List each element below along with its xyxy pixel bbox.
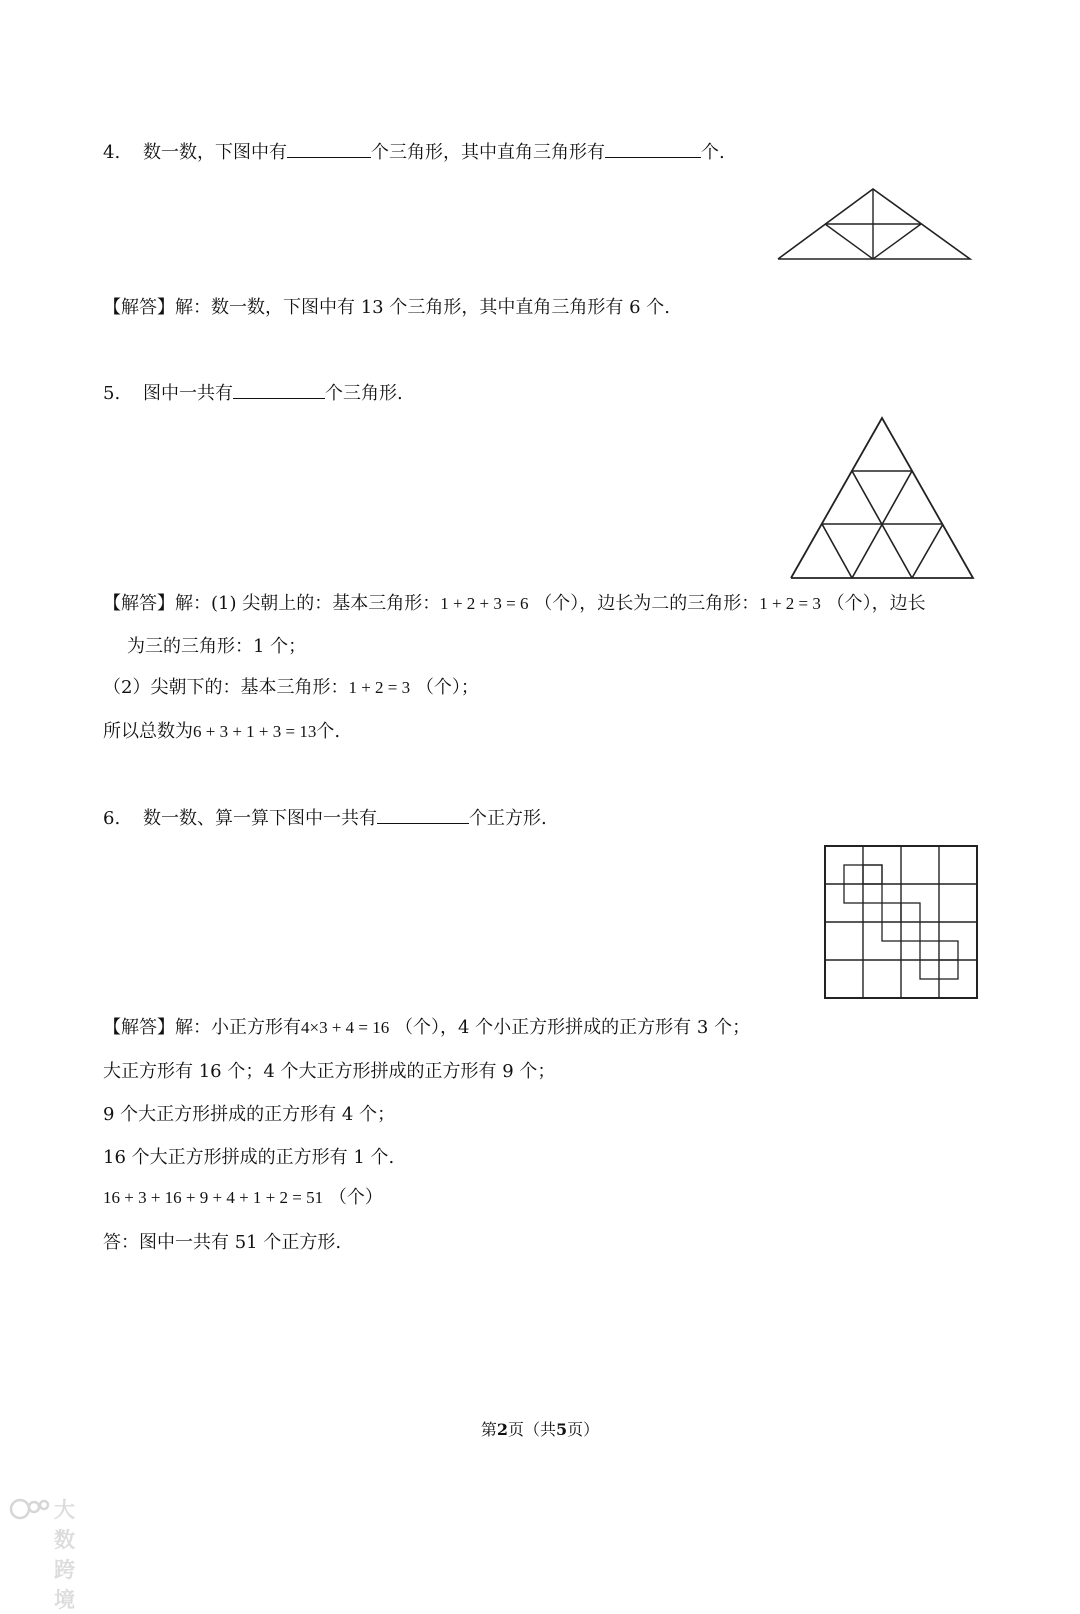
page-footer [0, 1417, 1080, 1440]
question-text: 个正方形. [469, 808, 547, 829]
wechat-like-logo-icon [8, 1496, 50, 1522]
answer-5-line-1 [103, 592, 926, 616]
answer-5-line-2: 为三的三角形：1 个； [127, 636, 307, 657]
question-text: 图中一共有 [143, 383, 233, 404]
footer-text: 第 [480, 1420, 497, 1439]
total-page-number: 5 [556, 1420, 568, 1439]
answer-6-line-1 [103, 1016, 750, 1040]
math-expression: 4×3 + 4 = 16 [301, 1018, 390, 1037]
answer-blank[interactable] [287, 139, 371, 158]
question-number: 5. [103, 383, 121, 404]
footer-text: 页（共 [507, 1420, 556, 1439]
question-text: 个三角形，其中直角三角形有 [371, 142, 605, 163]
question-4 [103, 139, 725, 165]
question-5 [103, 380, 403, 406]
answer-blank[interactable] [605, 139, 701, 158]
question-text: 个三角形. [325, 383, 403, 404]
math-expression: 1 + 2 + 3 = 6 [440, 594, 529, 613]
answer-text: （个），边长为二的三角形： [534, 593, 760, 614]
answer-text: （个）； [415, 677, 479, 698]
answer-4 [103, 296, 670, 320]
math-expression: 16 + 3 + 16 + 9 + 4 + 1 + 2 = 51 [103, 1188, 324, 1207]
answer-text: （个），边长 [826, 593, 926, 614]
answer-tag: 【解答】 [103, 593, 175, 614]
answer-text: （2）尖朝下的：基本三角形： [103, 677, 349, 698]
answer-tag: 【解答】 [103, 1017, 175, 1038]
answer-6-line-3: 9 个大正方形拼成的正方形有 4 个； [103, 1104, 396, 1125]
answer-6-line-4: 16 个大正方形拼成的正方形有 1 个. [103, 1147, 395, 1168]
answer-text: 个. [316, 721, 341, 742]
answer-text: （个） [328, 1187, 383, 1208]
math-expression: 6 + 3 + 1 + 3 = 13 [193, 722, 317, 741]
answer-6-line-2: 大正方形有 16 个；4 个大正方形拼成的正方形有 9 个； [103, 1061, 556, 1082]
figure-square-grid [820, 841, 982, 1003]
answer-5-line-3 [103, 676, 479, 700]
question-number: 6. [103, 808, 121, 829]
math-expression: 1 + 2 = 3 [759, 594, 821, 613]
math-expression: 1 + 2 = 3 [348, 678, 411, 697]
question-text: 数一数，下图中有 [143, 142, 287, 163]
figure-triangle-grid [785, 412, 981, 584]
question-text: 数一数、算一算下图中一共有 [143, 808, 377, 829]
figure-triangle-with-diamond [770, 183, 980, 269]
answer-6-line-6: 答：图中一共有 51 个正方形. [103, 1232, 342, 1253]
answer-text: （个），4 个小正方形拼成的正方形有 3 个； [395, 1017, 751, 1038]
answer-text: 所以总数为 [103, 721, 193, 742]
footer-text: 页） [567, 1420, 600, 1439]
question-text: 个. [701, 142, 725, 163]
answer-6-line-5 [103, 1186, 383, 1210]
question-number: 4. [103, 142, 121, 163]
answer-text: 解：数一数，下图中有 13 个三角形，其中直角三角形有 6 个. [175, 297, 670, 318]
answer-5-line-4 [103, 720, 340, 744]
answer-blank[interactable] [233, 380, 325, 399]
watermark-text: 大数跨境 [54, 1498, 76, 1612]
answer-tag: 【解答】 [103, 297, 175, 318]
answer-text: 解：小正方形有 [175, 1017, 301, 1038]
answer-blank[interactable] [377, 805, 469, 824]
answer-text: 解：(1) 尖朝上的：基本三角形： [175, 593, 441, 614]
question-6 [103, 805, 547, 831]
current-page-number: 2 [496, 1420, 508, 1439]
